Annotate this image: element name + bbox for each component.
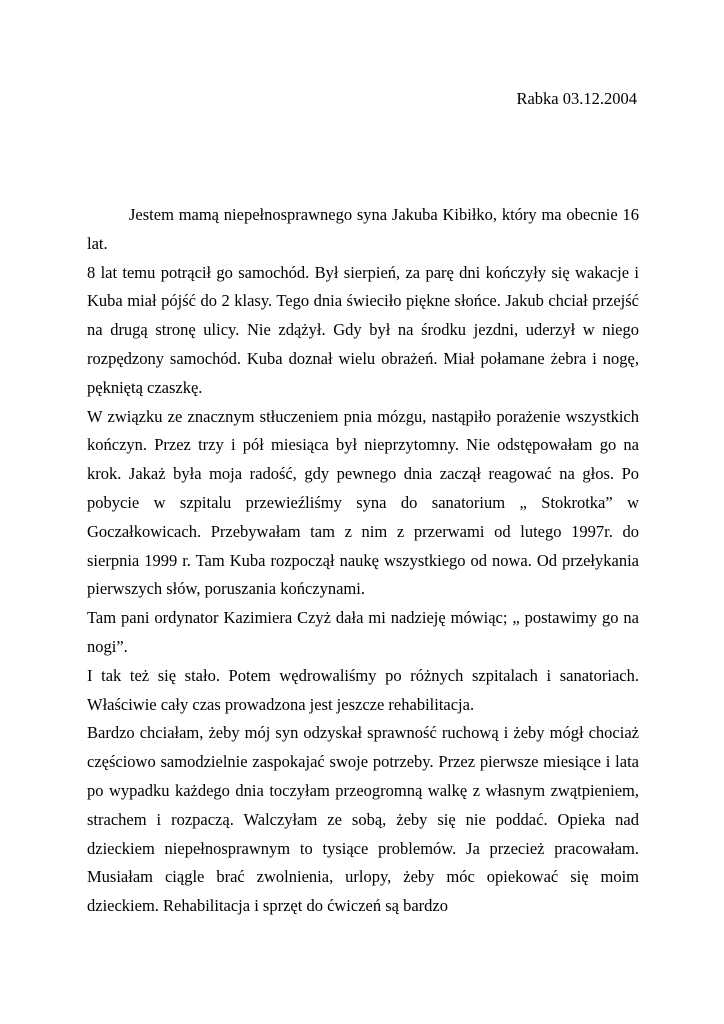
paragraph-injuries: W związku ze znacznym stłuczeniem pnia mózgu, nastąpiło porażenie wszystkich kończyn. Przez trzy i pół miesiąca był nieprzytomny. Nie odstępowałam go na krok. Jakaż była moja radość, gdy pewnego dnia zaczął reagować na głos. Po pobycie w szpitalu przewieźliśmy syna do sanatorium „ Stokrotka” w Goczałkowicach. Przebywałam tam z nim z przerwami od lutego 1997r. do sierpnia 1999 r. Tam Kuba rozpoczął naukę wszystkiego od nowa. Od przełykania pierwszych słów, poruszania kończynami. xyxy=(87,406,639,599)
date-line: Rabka 03.12.2004 xyxy=(516,89,637,108)
paragraph-struggle: Bardzo chciałam, żeby mój syn odzyskał sprawność ruchową i żeby mógł chociaż częściowo samodzielnie zaspokajać swoje potrzeby. Przez pierwsze miesiące i lata po wypadku każdego dnia toczyłam przeogromną walkę z własnym zwątpieniem, strachem i rozpaczą. Walczyłam ze sobą, żeby się nie poddać. Opieka nad dzieckiem niepełnosprawnym to tysiące problemów. Ja przecież pracowałam. Musiałam ciągle brać zwolnienia, urlopy, żeby móc opiekować się moim dzieckiem. Rehabilitacja i sprzęt do ćwiczeń są bardzo xyxy=(87,723,639,916)
paragraph-hope: Tam pani ordynator Kazimiera Czyż dała mi nadzieję mówiąc; „ postawimy go na nogi”. xyxy=(87,608,639,656)
paragraph-rehabilitation: I tak też się stało. Potem wędrowaliśmy po różnych szpitalach i sanatoriach. Właściwie cały czas prowadzona jest jeszcze rehabilitacja. xyxy=(87,665,639,714)
paragraph-intro: Jestem mamą niepełnosprawnego syna Jakuba Kibiłko, który ma obecnie 16 lat. xyxy=(87,205,639,253)
paragraph-accident: 8 lat temu potrącił go samochód. Był sierpień, za parę dni kończyły się wakacje i Kuba miał pójść do 2 klasy. Tego dnia świeciło piękne słońce. Jakub chciał przejść na drugą stronę ulicy. Nie zdążył. Gdy był na środku jezdni, uderzył w niego rozpędzony samochód. Kuba doznał wielu obrażeń. Miał połamane żebra i nogę, pękniętą czaszkę. xyxy=(87,262,639,397)
letter-body xyxy=(87,201,639,921)
